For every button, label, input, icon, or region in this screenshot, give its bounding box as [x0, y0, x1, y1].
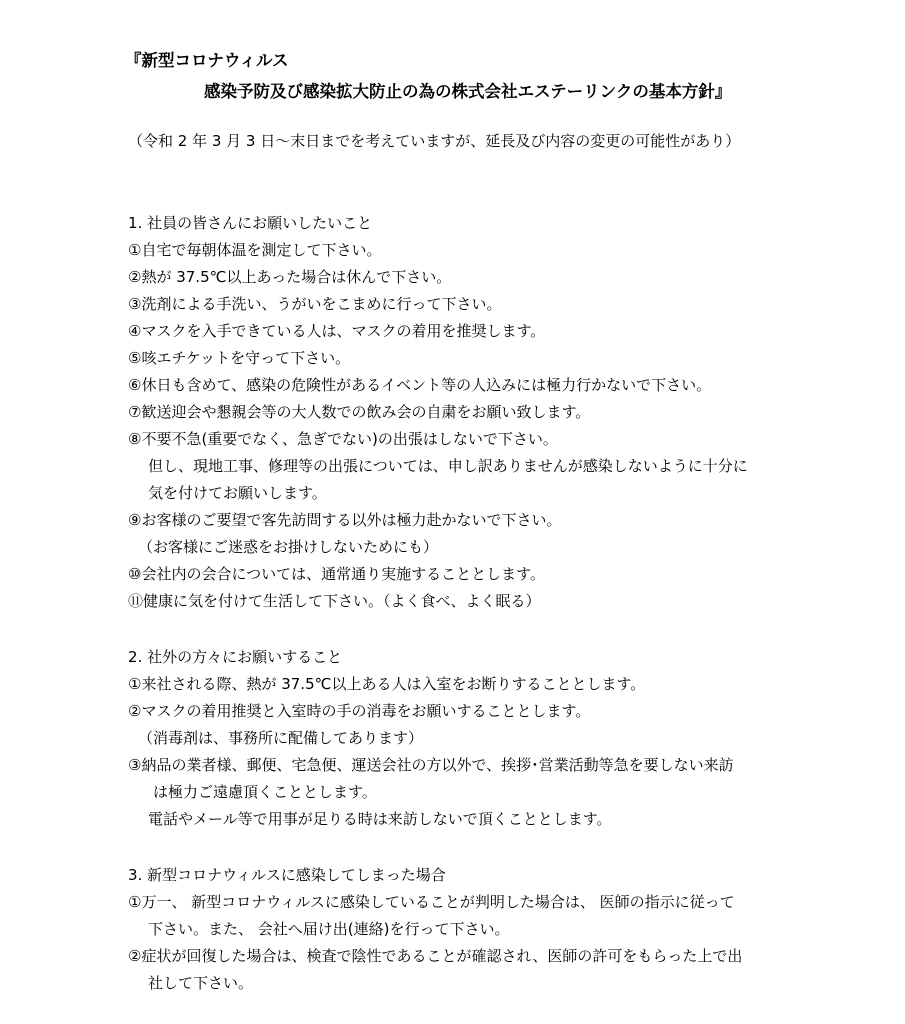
list-item: ⑧不要不急(重要でなく、急ぎでない)の出張はしないで下さい。	[128, 430, 558, 448]
list-item-continuation: 電話やメール等で用事が足りる時は来訪しないで頂くこととします。	[148, 810, 612, 828]
section-2-heading: 2. 社外の方々にお願いすること	[128, 648, 343, 666]
list-item: ①来社される際、熱が 37.5℃以上ある人は入室をお断りすることとします。	[128, 675, 646, 693]
list-item: ⑦歓送迎会や懇親会等の大人数での飲み会の自粛をお願い致します。	[128, 403, 591, 421]
list-item: ②マスクの着用推奨と入室時の手の消毒をお願いすることとします。	[128, 702, 591, 720]
list-item: ②熱が 37.5℃以上あった場合は休んで下さい。	[128, 268, 452, 286]
list-item: ①自宅で毎朝体温を測定して下さい。	[128, 241, 382, 259]
list-item: ③洗剤による手洗い、うがいをこまめに行って下さい。	[128, 295, 502, 313]
list-item: ②症状が回復した場合は、検査で陰性であることが確認され、医師の許可をもらった上で出	[128, 947, 743, 965]
period-note: （令和 2 年 3 月 3 日～末日までを考えていますが、延長及び内容の変更の可能性があり）	[128, 132, 741, 150]
list-item-continuation: 気を付けてお願いします。	[148, 484, 327, 502]
document-title-line-1: 『新型コロナウィルス	[125, 51, 289, 70]
list-item: ⑤咳エチケットを守って下さい。	[128, 349, 351, 367]
list-item: ⑥休日も含めて、感染の危険性があるイベント等の人込みには極力行かないで下さい。	[128, 376, 712, 394]
list-item: ①万一、 新型コロナウィルスに感染していることが判明した場合は、 医師の指示に従って	[128, 893, 735, 911]
list-item: ⑪健康に気を付けて生活して下さい。（よく食べ、よく眠る）	[128, 592, 541, 610]
list-item: ④マスクを入手できている人は、マスクの着用を推奨します。	[128, 322, 546, 340]
list-item-continuation: 但し、現地工事、修理等の出張については、申し訳ありませんが感染しないように十分に	[148, 457, 748, 475]
list-item-continuation: （お客様にご迷惑をお掛けしないためにも）	[138, 538, 439, 556]
list-item: ⑩会社内の会合については、通常通り実施することとします。	[128, 565, 545, 583]
document-title-line-2: 感染予防及び感染拡大防止の為の株式会社エステーリンクの基本方針』	[204, 82, 732, 101]
list-item-continuation: 社して下さい。	[148, 974, 254, 992]
section-1-heading: 1. 社員の皆さんにお願いしたいこと	[128, 214, 373, 232]
list-item-continuation: 下さい。また、 会社へ届け出(連絡)を行って下さい。	[148, 920, 510, 938]
list-item-continuation: （消毒剤は、事務所に配備してあります）	[138, 729, 424, 747]
list-item-continuation: は極力ご遠慮頂くこととします。	[153, 783, 377, 801]
section-3-heading: 3. 新型コロナウィルスに感染してしまった場合	[128, 866, 446, 884]
list-item: ③納品の業者様、郵便、宅急便、運送会社の方以外で、挨拶･営業活動等急を要しない来訪	[128, 756, 734, 774]
list-item: ⑨お客様のご要望で客先訪問する以外は極力赴かないで下さい。	[128, 511, 562, 529]
